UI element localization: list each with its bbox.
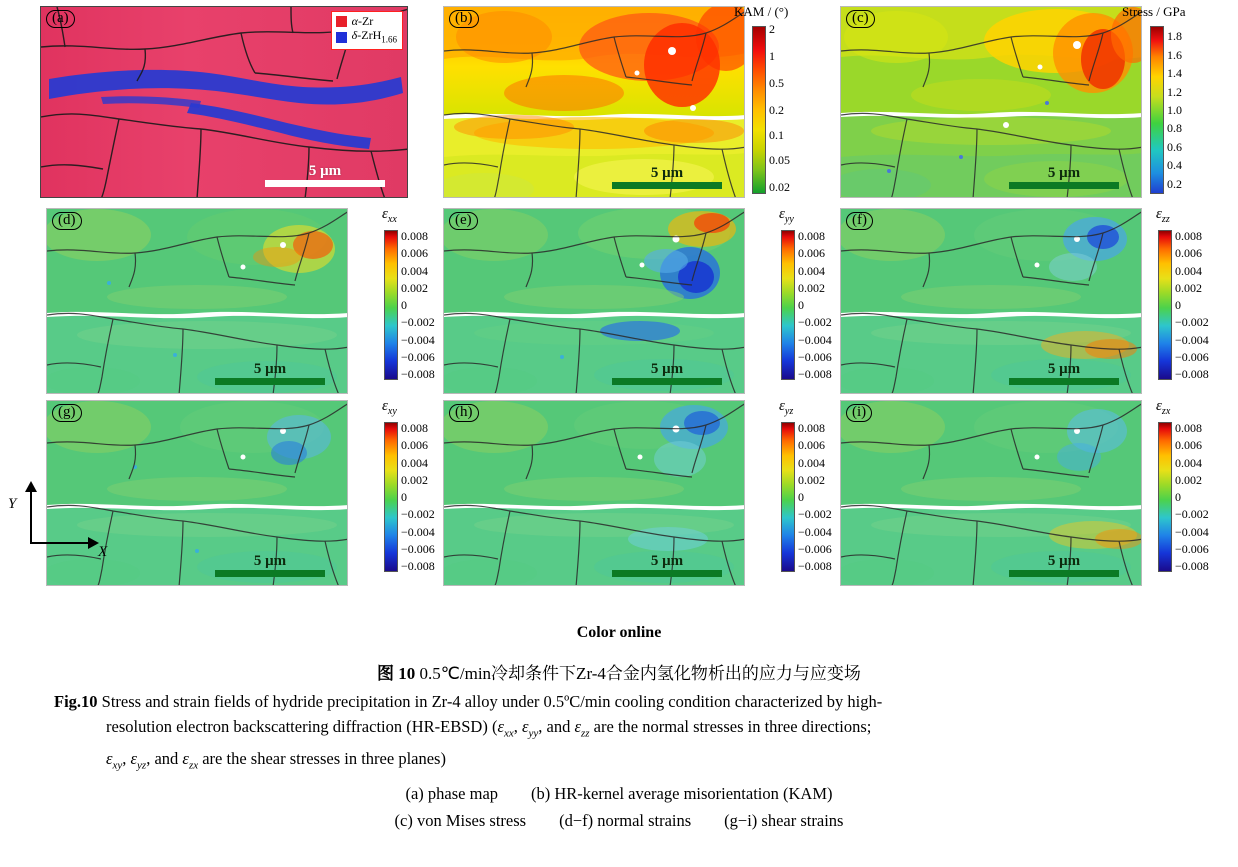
colorbar-b — [734, 4, 822, 195]
colorbar-h-tick: −0.006 — [798, 541, 832, 556]
scalebar-i-bar — [1009, 570, 1119, 577]
colorbar-f-tick: −0.006 — [1175, 349, 1209, 364]
colorbar-c — [1122, 4, 1220, 194]
panel-e — [443, 208, 745, 394]
panel-i — [840, 400, 1142, 586]
stress-map-image — [840, 6, 1142, 198]
panel-a-label: (a) — [46, 10, 75, 28]
strain-map-e-image — [443, 208, 745, 394]
colorbar-d-symbol: ε — [382, 206, 388, 222]
colorbar-f-tick: −0.004 — [1175, 332, 1209, 347]
colorbar-c-tick: 0.8 — [1167, 121, 1182, 136]
colorbar-i-symbol: ε — [1156, 398, 1162, 414]
scalebar-h-bar — [612, 570, 722, 577]
colorbar-b-tick: 0.1 — [769, 128, 784, 143]
scalebar-e-bar — [612, 378, 722, 385]
colorbar-h-gradient — [781, 422, 795, 572]
colorbar-b-tick: 0.5 — [769, 76, 784, 91]
caption-english-line1: Stress and strain fields of hydride precipitation in Zr-4 alloy under 0.5ºC/min cooling condition characterized by high- — [97, 692, 883, 711]
scalebar-i-label: 5 μm — [1047, 553, 1081, 569]
colorbar-e-tick: 0.002 — [798, 280, 825, 295]
colorbar-b-tick: 2 — [769, 22, 775, 37]
colorbar-i-tick: 0.002 — [1175, 472, 1202, 487]
colorbar-b-tick: 1 — [769, 49, 775, 64]
colorbar-d-tick: −0.006 — [401, 349, 435, 364]
scalebar-f — [1009, 361, 1119, 385]
colorbar-i — [1156, 398, 1228, 573]
caption-english-line3: $\varepsilon_{xy}$, $\varepsilon_{yz}$, and $\varepsilon_{zx}$ are the shear stresses in three planes) — [106, 749, 446, 772]
colorbar-i-tick: 0.004 — [1175, 455, 1202, 470]
caption-english — [54, 689, 1184, 779]
colorbar-g-tick: 0 — [401, 490, 407, 504]
panel-e-label: (e) — [449, 212, 478, 230]
colorbar-e-symbol: ε — [779, 206, 785, 222]
figure-caption — [0, 620, 1238, 833]
x-axis-line — [30, 542, 90, 544]
colorbar-g-tick: 0.004 — [401, 455, 428, 470]
colorbar-g-tick: −0.004 — [401, 524, 435, 539]
caption-chinese-label: 图 10 — [377, 664, 416, 683]
colorbar-h-tick: 0 — [798, 490, 804, 504]
panel-b — [443, 6, 745, 198]
colorbar-h-tick: −0.004 — [798, 524, 832, 539]
caption-english-line2-text: resolution electron backscattering diffraction (HR-EBSD) ( — [106, 717, 498, 736]
colorbar-d-gradient — [384, 230, 398, 380]
scalebar-b-label: 5 μm — [650, 165, 684, 181]
colorbar-f — [1156, 206, 1228, 381]
x-axis-label: X — [98, 544, 108, 560]
colorbar-i-tick: 0.006 — [1175, 438, 1202, 453]
colorbar-e-tick: −0.008 — [798, 367, 832, 381]
panel-b-label: (b) — [449, 10, 479, 28]
colorbar-i-tick: −0.008 — [1175, 559, 1209, 573]
color-online-note: Color online — [576, 624, 662, 641]
colorbar-f-gradient — [1158, 230, 1172, 380]
colorbar-h-ticks — [798, 422, 844, 572]
scalebar-e — [612, 361, 722, 385]
colorbar-c-title: Stress / GPa — [1122, 4, 1186, 19]
scalebar-f-label: 5 μm — [1047, 361, 1081, 377]
colorbar-f-tick: 0.004 — [1175, 263, 1202, 278]
strain-map-h-image — [443, 400, 745, 586]
colorbar-i-ticks — [1175, 422, 1221, 572]
colorbar-h-tick: 0.002 — [798, 472, 825, 487]
colorbar-f-ticks — [1175, 230, 1221, 380]
phase-legend — [331, 11, 403, 50]
colorbar-g-tick: −0.002 — [401, 507, 435, 522]
colorbar-f-tick: 0.006 — [1175, 246, 1202, 261]
colorbar-i-tick: −0.006 — [1175, 541, 1209, 556]
colorbar-f-title — [1156, 206, 1170, 225]
caption-sub-line-2: (c) von Mises stress (d−f) normal strains (g−i) shear strains — [394, 810, 844, 830]
scalebar-b — [612, 165, 722, 189]
axes-indicator — [8, 478, 128, 568]
colorbar-c-tick: 0.2 — [1167, 176, 1182, 191]
colorbar-i-subscript: zx — [1161, 406, 1171, 417]
panel-d — [46, 208, 348, 394]
colorbar-b-gradient — [752, 26, 766, 194]
scalebar-b-bar — [612, 182, 722, 189]
scalebar-g-label: 5 μm — [253, 553, 287, 569]
caption-english-line2: resolution electron backscattering diffraction (HR-EBSD) ($\varepsilon_{xx}$, $\varepsilon_{yy}$, and $\varepsilon_{zz}$ are the normal stresses in three directions; — [106, 717, 872, 740]
colorbar-e-tick: −0.002 — [798, 315, 832, 330]
colorbar-g-ticks — [401, 422, 447, 572]
scalebar-d — [215, 361, 325, 385]
scalebar-e-label: 5 μm — [650, 361, 684, 377]
colorbar-g-tick: 0.008 — [401, 421, 428, 435]
colorbar-b-tick: 0.2 — [769, 103, 784, 117]
scalebar-a — [265, 163, 385, 187]
colorbar-h-tick: −0.002 — [798, 507, 832, 522]
colorbar-i-title — [1156, 398, 1170, 417]
colorbar-d-ticks — [401, 230, 447, 380]
colorbar-f-tick: −0.002 — [1175, 315, 1209, 330]
y-axis-line — [30, 490, 32, 544]
eps-zx: $\varepsilon_{zx}$ — [182, 749, 199, 772]
colorbar-g-tick: 0.002 — [401, 472, 428, 487]
colorbar-i-gradient — [1158, 422, 1172, 572]
colorbar-e-gradient — [781, 230, 795, 380]
colorbar-i-tick: 0 — [1175, 490, 1181, 504]
colorbar-c-gradient — [1150, 26, 1164, 194]
colorbar-b-tick: 0.02 — [769, 180, 790, 195]
colorbar-e-ticks — [798, 230, 844, 380]
eps-yz: $\varepsilon_{yz}$ — [130, 749, 147, 772]
colorbar-h-tick: 0.008 — [798, 421, 825, 435]
colorbar-e-subscript: yy — [784, 214, 794, 225]
colorbar-g-title — [382, 398, 397, 417]
colorbar-e-tick: 0.004 — [798, 263, 825, 278]
legend-swatch-alpha-zr — [336, 16, 347, 27]
caption-chinese — [0, 661, 1238, 686]
colorbar-f-tick: −0.008 — [1175, 367, 1209, 381]
scalebar-d-bar — [215, 378, 325, 385]
scalebar-c-bar — [1009, 182, 1119, 189]
kam-map-image — [443, 6, 745, 198]
colorbar-e-tick: 0 — [798, 298, 804, 312]
strain-map-d-image — [46, 208, 348, 394]
colorbar-h-symbol: ε — [779, 398, 785, 414]
eps-xy: $\varepsilon_{xy}$ — [106, 749, 123, 772]
colorbar-h-tick: 0.004 — [798, 455, 825, 470]
colorbar-c-ticks — [1167, 26, 1213, 194]
panel-h — [443, 400, 745, 586]
panel-c — [840, 6, 1142, 198]
panel-g-label: (g) — [52, 404, 82, 422]
strain-map-i-image — [840, 400, 1142, 586]
legend-label-alpha-zr: α-Zr — [351, 14, 374, 28]
scalebar-f-bar — [1009, 378, 1119, 385]
colorbar-g-tick: −0.006 — [401, 541, 435, 556]
colorbar-i-tick: −0.004 — [1175, 524, 1209, 539]
colorbar-h-title — [779, 398, 793, 417]
colorbar-c-tick: 1.4 — [1167, 66, 1182, 81]
legend-swatch-delta-zrh — [336, 32, 347, 43]
colorbar-f-tick: 0.008 — [1175, 229, 1202, 243]
colorbar-d-tick: 0 — [401, 298, 407, 312]
scalebar-c-label: 5 μm — [1047, 165, 1081, 181]
colorbar-d-tick: 0.008 — [401, 229, 428, 243]
colorbar-e-tick: −0.004 — [798, 332, 832, 347]
caption-chinese-text: 0.5℃/min冷却条件下Zr-4合金内氢化物析出的应力与应变场 — [415, 664, 861, 683]
colorbar-f-subscript: zz — [1161, 214, 1170, 225]
colorbar-c-tick: 1.6 — [1167, 47, 1182, 62]
eps-zz: $\varepsilon_{zz}$ — [574, 717, 590, 740]
colorbar-c-tick: 0.6 — [1167, 139, 1182, 154]
caption-sub-line-1: (a) phase map (b) HR-kernel average misorientation (KAM) — [405, 783, 833, 803]
scalebar-a-bar — [265, 180, 385, 187]
colorbar-d-tick: 0.002 — [401, 280, 428, 295]
colorbar-b-ticks — [769, 22, 815, 195]
panel-f — [840, 208, 1142, 394]
caption-english-label: Fig.10 — [54, 692, 98, 711]
colorbar-d-tick: 0.006 — [401, 246, 428, 261]
colorbar-d-subscript: xx — [387, 214, 397, 225]
phase-map-image — [40, 6, 408, 198]
colorbar-c-tick: 0.4 — [1167, 158, 1182, 173]
panel-f-label: (f) — [846, 212, 873, 230]
colorbar-d-title — [382, 206, 397, 225]
colorbar-e-tick: 0.008 — [798, 229, 825, 243]
colorbar-d-tick: −0.008 — [401, 367, 435, 381]
colorbar-d-tick: −0.002 — [401, 315, 435, 330]
colorbar-e-tick: −0.006 — [798, 349, 832, 364]
colorbar-i-tick: −0.002 — [1175, 507, 1209, 522]
scalebar-h-label: 5 μm — [650, 553, 684, 569]
scalebar-a-label: 5 μm — [308, 163, 342, 179]
panel-c-label: (c) — [846, 10, 875, 28]
colorbar-g-symbol: ε — [382, 398, 388, 414]
eps-yy: $\varepsilon_{yy}$ — [521, 717, 539, 740]
scalebar-c — [1009, 165, 1119, 189]
colorbar-e-tick: 0.006 — [798, 246, 825, 261]
colorbar-b-title: KAM / (°) — [734, 4, 789, 19]
colorbar-g-tick: 0.006 — [401, 438, 428, 453]
legend-item-delta-zrh — [336, 28, 397, 46]
legend-item-alpha-zr — [336, 14, 397, 28]
scalebar-h — [612, 553, 722, 577]
caption-english-line2b-text: are the normal stresses in three directions; — [589, 717, 872, 736]
colorbar-h-tick: −0.008 — [798, 559, 832, 573]
caption-english-line3b-text: are the shear stresses in three planes) — [198, 749, 446, 769]
colorbar-g-tick: −0.008 — [401, 559, 435, 573]
strain-map-f-image — [840, 208, 1142, 394]
scalebar-g — [215, 553, 325, 577]
colorbar-c-tick: 1.0 — [1167, 103, 1182, 117]
colorbar-g-subscript: xy — [387, 406, 397, 417]
colorbar-b-tick: 0.05 — [769, 153, 790, 168]
colorbar-h-subscript: yz — [784, 406, 794, 417]
colorbar-d-tick: 0.004 — [401, 263, 428, 278]
y-axis-label: Y — [8, 496, 17, 512]
panel-h-label: (h) — [449, 404, 479, 422]
legend-label-delta-zrh: δ-ZrH$_{1.66}$ — [351, 28, 397, 45]
colorbar-i-tick: 0.008 — [1175, 421, 1202, 435]
colorbar-f-tick: 0.002 — [1175, 280, 1202, 295]
panel-a — [40, 6, 408, 198]
scalebar-g-bar — [215, 570, 325, 577]
colorbar-c-tick: 1.2 — [1167, 84, 1182, 99]
colorbar-g-gradient — [384, 422, 398, 572]
scalebar-d-label: 5 μm — [253, 361, 287, 377]
colorbar-c-tick: 1.8 — [1167, 29, 1182, 44]
colorbar-f-tick: 0 — [1175, 298, 1181, 312]
scalebar-i — [1009, 553, 1119, 577]
colorbar-d-tick: −0.004 — [401, 332, 435, 347]
panel-d-label: (d) — [52, 212, 82, 230]
colorbar-e-title — [779, 206, 794, 225]
colorbar-f-symbol: ε — [1156, 206, 1162, 222]
panel-i-label: (i) — [846, 404, 872, 422]
colorbar-h-tick: 0.006 — [798, 438, 825, 453]
eps-xx: $\varepsilon_{xx}$ — [497, 717, 514, 740]
